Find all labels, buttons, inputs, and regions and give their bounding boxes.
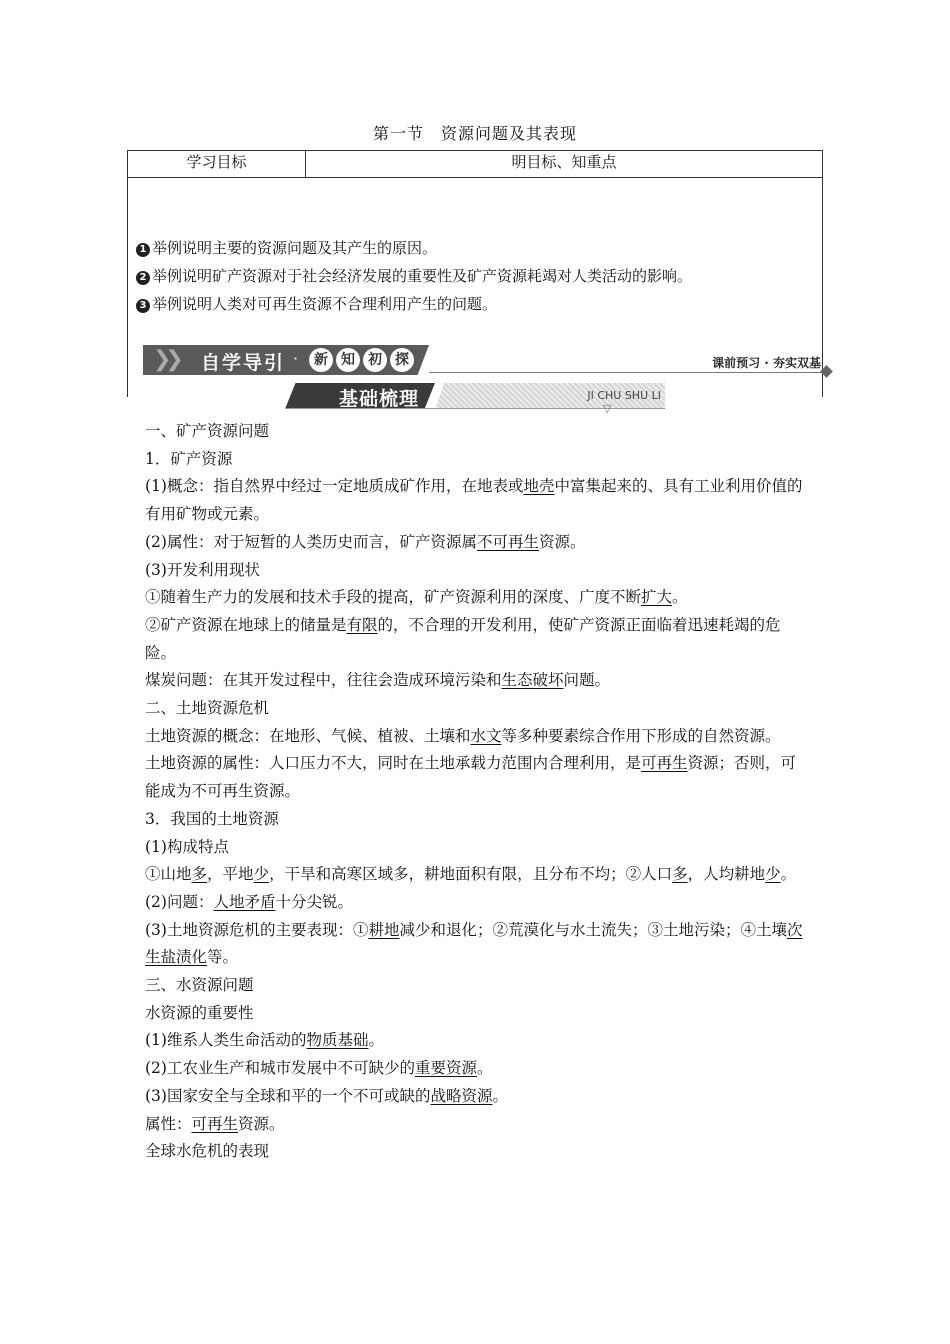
text: 二、土地资源危机 [145, 699, 270, 718]
content-line [145, 972, 809, 1000]
content-line [145, 1083, 809, 1111]
double-chevron-right-icon: ❯❯ [153, 347, 178, 372]
text: 3．我国的土地资源 [145, 809, 279, 828]
text: (2)问题： [145, 892, 214, 911]
content-line [145, 1055, 809, 1083]
content-line [145, 834, 809, 862]
chevron-down-icon: ▽ [603, 402, 612, 415]
answer-blank: 物质基础 [306, 1031, 369, 1050]
text: (2)属性：对于短暂的人类历史而言，矿产资源属 [145, 532, 477, 551]
banner-dot: · [293, 349, 299, 368]
text: 等。 [207, 948, 239, 967]
text: 。 [492, 1086, 508, 1105]
text: 问题。 [563, 671, 611, 690]
text: (1)概念：指自然界中经过一定地质成矿作用，在地表或 [145, 477, 524, 496]
content-line [145, 1000, 809, 1028]
text: ②矿产资源在地球上的储量是 [145, 615, 347, 634]
subsection-banner [285, 383, 665, 415]
answer-blank: 耕地 [368, 920, 400, 939]
answer-blank: 有限 [346, 615, 378, 634]
answer-blank: 少 [253, 865, 270, 884]
content-line [145, 695, 809, 723]
section-banner [143, 345, 833, 375]
answer-blank: 扩大 [641, 588, 673, 607]
content-line [145, 667, 809, 695]
answer-blank: 可再生 [641, 754, 688, 773]
answer-blank: 重要资源 [414, 1059, 477, 1078]
text: 三、水资源问题 [145, 976, 254, 995]
number-circle-1-icon: 1 [136, 243, 150, 257]
content-line [145, 612, 809, 667]
number-circle-3-icon: 3 [136, 299, 150, 313]
goal-text: 举例说明主要的资源问题及其产生的原因。 [152, 239, 438, 257]
content-line [145, 529, 809, 557]
text: 土地资源的属性：人口压力不大，同时在土地承载力范围内合理利用，是 [145, 754, 642, 773]
content-body [145, 418, 809, 1166]
text: ，平地 [207, 865, 254, 884]
answer-blank: 少 [765, 865, 781, 884]
content-line [145, 418, 809, 446]
answer-blank: 水文 [470, 726, 502, 745]
content-line [145, 557, 809, 585]
text: ，人均耕地 [687, 865, 766, 884]
goal-item [136, 262, 822, 290]
content-line [145, 723, 809, 751]
text: (2)工农业生产和城市发展中不可缺少的 [145, 1059, 415, 1078]
text: 资源；否则，可能成为不可再生资源。 [145, 754, 797, 801]
content-line [145, 1027, 809, 1055]
goal-item [136, 290, 822, 318]
text: 等多种要素综合作用下形成的自然资源。 [501, 726, 781, 745]
goal-text: 举例说明人类对可再生资源不合理利用产生的问题。 [152, 295, 498, 313]
banner-tag: 初 [363, 348, 387, 372]
text: 资源。 [238, 1114, 285, 1133]
content-line [145, 584, 809, 612]
text: 。 [476, 1059, 493, 1078]
banner-rule [429, 372, 825, 373]
text: 1．矿产资源 [145, 449, 233, 468]
answer-blank: 不可再生 [476, 532, 539, 551]
content-line [145, 1138, 809, 1166]
text: (3)开发利用现状 [145, 560, 260, 579]
text: 的，不合理的开发利用，使矿产资源正面临着迅速耗竭的危险。 [145, 615, 781, 662]
text: (1)构成特点 [145, 837, 229, 856]
text: ①随着生产力的发展和技术手段的提高，矿产资源利用的深度、广度不断 [145, 588, 642, 607]
text: 减少和退化；②荒漠化与水土流失；③土地污染；④土壤 [399, 920, 787, 939]
banner-title: 自学导引 [201, 352, 286, 374]
text: 属性： [145, 1114, 192, 1133]
page-title: 第一节 资源问题及其表现 [372, 124, 577, 143]
content-line [145, 889, 809, 917]
content-line [145, 861, 809, 889]
goal-item [136, 234, 822, 262]
answer-blank: 人地矛盾 [213, 892, 276, 911]
text: ，干旱和高寒区域多，耕地面积有限，且分布不均；②人口 [269, 865, 673, 884]
content-line [145, 917, 809, 972]
text: 。 [672, 588, 688, 607]
subsection-pinyin: JI CHU SHU LI [587, 389, 661, 402]
text: (3)国家安全与全球和平的一个不可或缺的 [145, 1086, 431, 1105]
goal-text: 举例说明矿产资源对于社会经济发展的重要性及矿产资源耗竭对人类活动的影响。 [152, 267, 693, 285]
answer-blank: 生态破坏 [501, 671, 564, 690]
banner-tags [309, 348, 414, 372]
number-circle-2-icon: 2 [136, 271, 150, 285]
text: 。 [780, 865, 797, 884]
answer-blank: 可再生 [191, 1114, 239, 1133]
banner-tag: 知 [336, 348, 360, 372]
answer-blank: 多 [672, 865, 688, 884]
answer-blank: 多 [191, 865, 208, 884]
answer-blank: 地壳 [523, 477, 555, 496]
answer-blank: 次生盐渍化 [145, 920, 803, 967]
subsection-title: 基础梳理 [339, 388, 420, 410]
goals-header-row [128, 151, 823, 178]
text: (1)维系人类生命活动的 [145, 1031, 307, 1050]
goals-header-col1: 学习目标 [128, 151, 306, 178]
content-line [145, 806, 809, 834]
text: 煤炭问题：在其开发过程中，往往会造成环境污染和 [145, 671, 502, 690]
goals-header-col2: 明目标、知重点 [306, 151, 823, 178]
text: 资源。 [538, 532, 586, 551]
banner-tag: 新 [309, 348, 333, 372]
banner-subtitle: 课前预习 · 夯实双基 [712, 356, 821, 370]
text: 一、矿产资源问题 [145, 422, 270, 440]
text: 十分尖锐。 [275, 892, 353, 911]
text: 中富集起来的、具有工业利用价值的有用矿物或元素。 [145, 477, 803, 524]
content-line [145, 1111, 809, 1139]
text: (3)土地资源危机的主要表现：① [145, 920, 369, 939]
text: 水资源的重要性 [145, 1003, 254, 1022]
text: 。 [368, 1031, 384, 1050]
content-line [145, 446, 809, 474]
banner-tag: 探 [390, 348, 414, 372]
answer-blank: 战略资源 [430, 1086, 493, 1105]
content-line [145, 473, 809, 528]
content-line [145, 750, 809, 805]
text: 全球水危机的表现 [145, 1142, 270, 1161]
text: 土地资源的概念：在地形、气候、植被、土壤和 [145, 726, 471, 745]
text: ①山地 [145, 865, 192, 884]
